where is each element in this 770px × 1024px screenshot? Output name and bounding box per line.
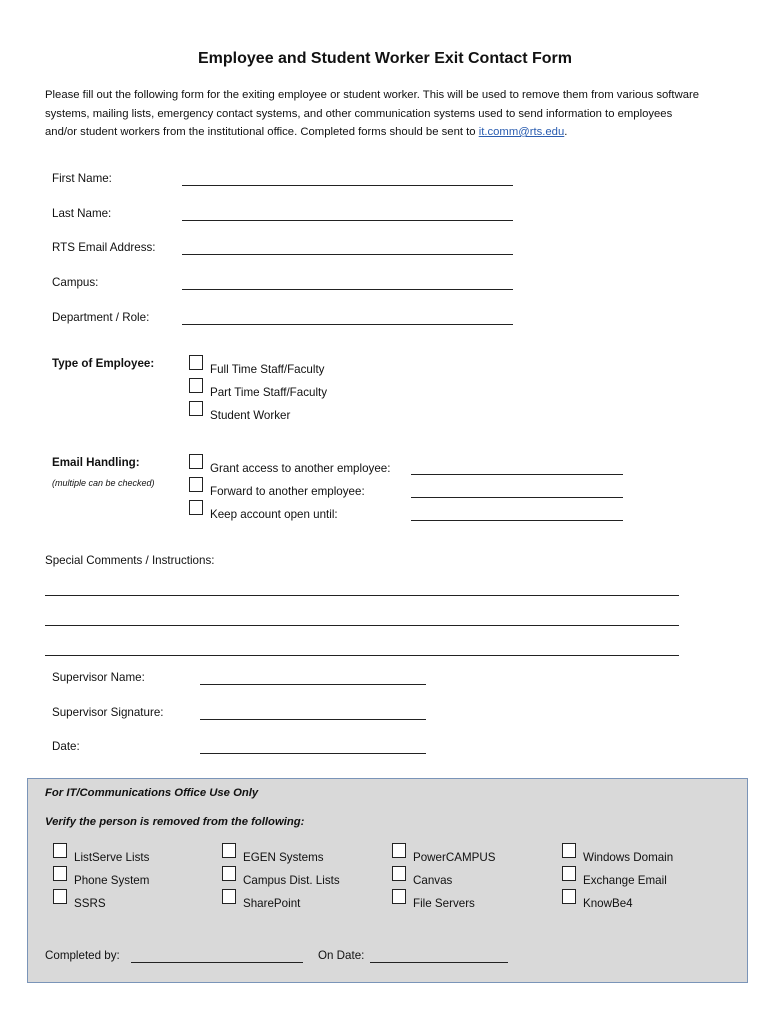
- campus-lists-option: Campus Dist. Lists: [243, 874, 340, 887]
- employee-type-label: Type of Employee:: [52, 357, 155, 370]
- ssrs-option: SSRS: [74, 897, 106, 910]
- on-date-label: On Date:: [318, 949, 365, 962]
- comments-line-1[interactable]: [45, 595, 679, 596]
- keep-open-field[interactable]: [411, 520, 623, 521]
- keep-open-option: Keep account open until:: [210, 508, 338, 521]
- full-time-checkbox[interactable]: [189, 355, 203, 370]
- sharepoint-option: SharePoint: [243, 897, 301, 910]
- completed-by-label: Completed by:: [45, 949, 120, 962]
- phone-system-checkbox[interactable]: [53, 866, 67, 881]
- first-name-field[interactable]: [182, 185, 513, 186]
- department-field[interactable]: [182, 324, 513, 325]
- verify-heading: Verify the person is removed from the following:: [45, 816, 305, 828]
- supervisor-name-label: Supervisor Name:: [52, 671, 145, 684]
- knowbe4-option: KnowBe4: [583, 897, 633, 910]
- office-use-heading: For IT/Communications Office Use Only: [45, 787, 259, 799]
- student-worker-checkbox[interactable]: [189, 401, 203, 416]
- campus-lists-checkbox[interactable]: [222, 866, 236, 881]
- knowbe4-checkbox[interactable]: [562, 889, 576, 904]
- listserve-checkbox[interactable]: [53, 843, 67, 858]
- last-name-field[interactable]: [182, 220, 513, 221]
- comments-label: Special Comments / Instructions:: [45, 554, 215, 567]
- email-address-field[interactable]: [182, 254, 513, 255]
- intro-text: Please fill out the following form for the exiting employee or student worker. This will be used to remove them from various software systems, mailing lists, emergency contact systems, and other communication systems used to send information to employees and/or student workers from the institutional office. Completed forms should be sent to: [45, 89, 700, 138]
- supervisor-signature-field[interactable]: [200, 719, 426, 720]
- full-time-option: Full Time Staff/Faculty: [210, 363, 325, 376]
- ssrs-checkbox[interactable]: [53, 889, 67, 904]
- intro-end: .: [564, 126, 568, 138]
- grant-access-option: Grant access to another employee:: [210, 462, 391, 475]
- date-label: Date:: [52, 740, 80, 753]
- egen-option: EGEN Systems: [243, 851, 324, 864]
- forward-option: Forward to another employee:: [210, 485, 365, 498]
- date-field[interactable]: [200, 753, 426, 754]
- windows-domain-option: Windows Domain: [583, 851, 674, 864]
- supervisor-signature-label: Supervisor Signature:: [52, 706, 164, 719]
- phone-system-option: Phone System: [74, 874, 150, 887]
- file-servers-checkbox[interactable]: [392, 889, 406, 904]
- campus-field[interactable]: [182, 289, 513, 290]
- egen-checkbox[interactable]: [222, 843, 236, 858]
- completed-by-field[interactable]: [131, 962, 303, 963]
- exchange-email-checkbox[interactable]: [562, 866, 576, 881]
- email-address-label: RTS Email Address:: [52, 241, 156, 254]
- department-label: Department / Role:: [52, 311, 150, 324]
- form-title: Employee and Student Worker Exit Contact Form: [198, 50, 572, 67]
- forward-checkbox[interactable]: [189, 477, 203, 492]
- email-link[interactable]: it.comm@rts.edu: [478, 126, 565, 138]
- canvas-option: Canvas: [413, 874, 453, 887]
- listserve-option: ListServe Lists: [74, 851, 150, 864]
- forward-field[interactable]: [411, 497, 623, 498]
- email-handling-note: (multiple can be checked): [52, 478, 155, 488]
- powercampus-checkbox[interactable]: [392, 843, 406, 858]
- campus-label: Campus:: [52, 276, 99, 289]
- comments-line-3[interactable]: [45, 655, 679, 656]
- student-worker-option: Student Worker: [210, 409, 291, 422]
- comments-line-2[interactable]: [45, 625, 679, 626]
- grant-access-field[interactable]: [411, 474, 623, 475]
- canvas-checkbox[interactable]: [392, 866, 406, 881]
- powercampus-option: PowerCAMPUS: [413, 851, 496, 864]
- keep-open-checkbox[interactable]: [189, 500, 203, 515]
- part-time-checkbox[interactable]: [189, 378, 203, 393]
- windows-domain-checkbox[interactable]: [562, 843, 576, 858]
- email-handling-label: Email Handling:: [52, 456, 140, 469]
- grant-access-checkbox[interactable]: [189, 454, 203, 469]
- first-name-label: First Name:: [52, 172, 112, 185]
- intro-paragraph: [45, 86, 705, 142]
- exchange-email-option: Exchange Email: [583, 874, 667, 887]
- sharepoint-checkbox[interactable]: [222, 889, 236, 904]
- on-date-field[interactable]: [370, 962, 508, 963]
- last-name-label: Last Name:: [52, 207, 112, 220]
- file-servers-option: File Servers: [413, 897, 475, 910]
- supervisor-name-field[interactable]: [200, 684, 426, 685]
- part-time-option: Part Time Staff/Faculty: [210, 386, 328, 399]
